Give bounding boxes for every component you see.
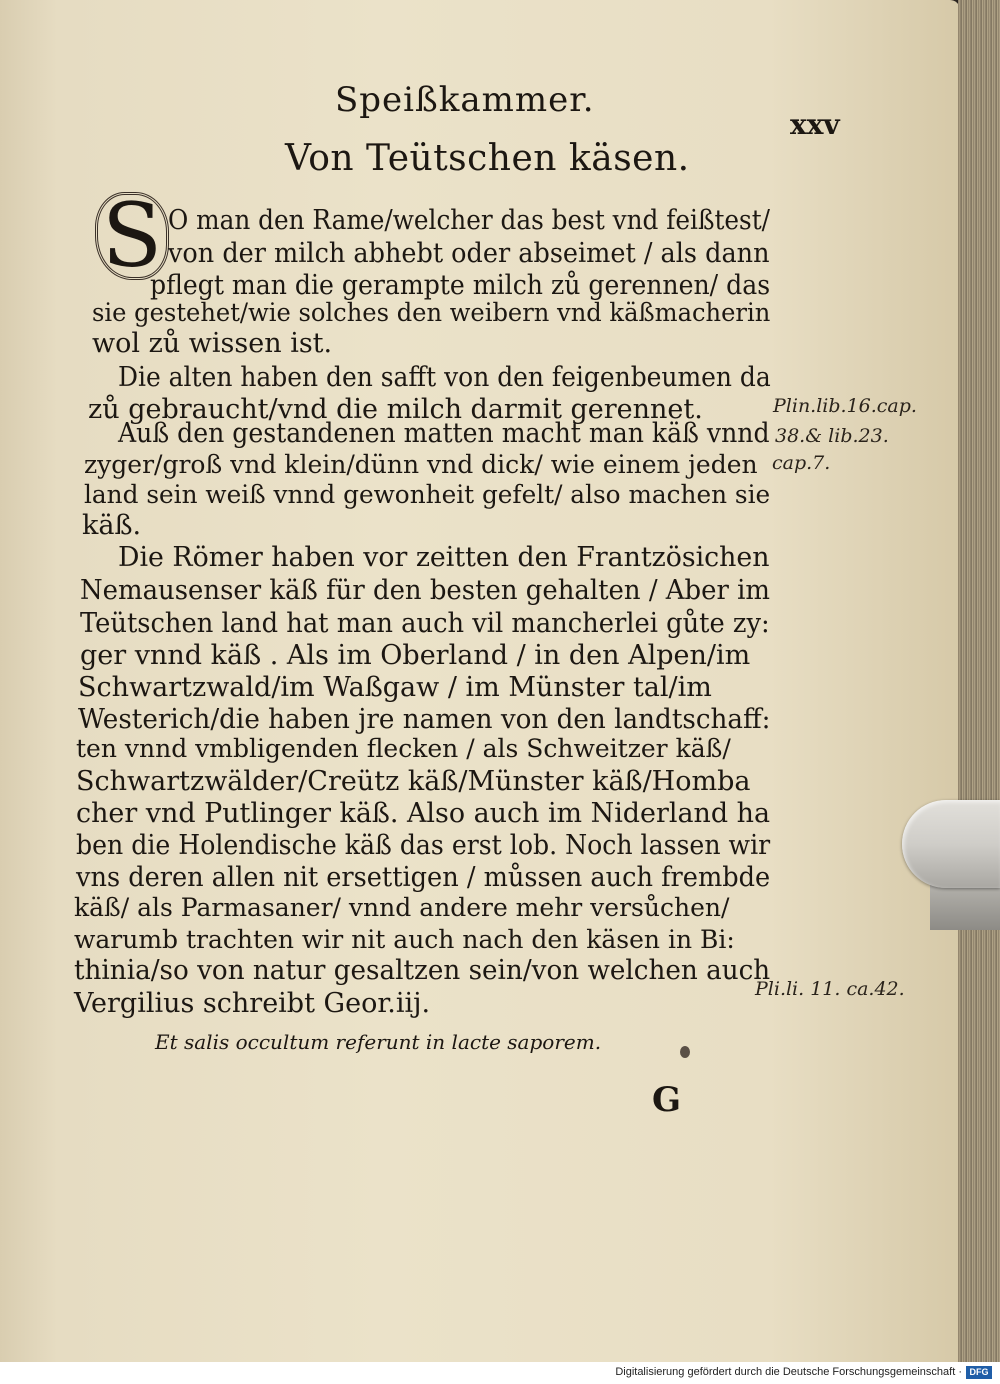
footer-bar [0,1362,1000,1384]
body-line: käß/ als Parmasaner/ vnnd andere mehr versůchen/ [74,893,730,922]
body-line: Vergilius schreibt Geor.iij. [74,988,431,1019]
body-line: cher vnd Putlinger käß. Also auch im Niderland ha [76,798,771,829]
page-edges [958,0,1000,1362]
signature-mark: G [652,1080,682,1120]
body-line: ten vnnd vmbligenden flecken / als Schweitzer käß/ [76,734,731,763]
margin-note: Pli.li. 11. ca.42. [755,978,905,1000]
chapter-title: Von Teütschen käsen. [285,138,690,179]
body-line: Auß den gestandenen matten macht man käß vnnd [118,418,770,449]
body-line: Westerich/die haben jre namen von den landtschaff: [78,704,771,735]
body-line: ben die Holendische käß das erst lob. Noch lassen wir [76,830,771,861]
body-line: zyger/groß vnd klein/dünn vnd dick/ wie einem jeden [84,450,758,479]
body-line: Die alten haben den safft von den feigenbeumen da [118,362,771,393]
body-line: zů gebraucht/vnd die milch darmit gerennet. [88,394,703,425]
body-line: käß. [82,510,142,541]
body-line: pflegt man die gerampte milch zů gerennen/ das [150,270,771,301]
margin-note: cap.7. [772,452,831,474]
body-line: Die Römer haben vor zeitten den Frantzösichen [118,542,770,573]
drop-cap: S [95,192,169,280]
body-line: sie gestehet/wie solches den weibern vnd käßmacherin [92,298,771,327]
latin-quote: Et salis occultum referunt in lacte saporem. [155,1030,602,1054]
body-line: warumb trachten wir nit auch nach den käsen in Bi: [74,925,735,954]
body-line: thinia/so von natur gesaltzen sein/von welchen auch [74,955,771,986]
margin-note: 38.& lib.23. [775,425,889,447]
margin-note: Plin.lib.16.cap. [773,395,917,417]
ink-spot [680,1046,690,1058]
body-line: O man den Rame/welcher das best vnd feißtest/ [168,205,770,236]
body-line: vns deren allen nit ersettigen / můssen auch frembde [76,862,771,893]
body-line: ger vnnd käß . Als im Oberland / in den Alpen/im [80,640,751,671]
body-line: Schwartzwälder/Creütz käß/Münster käß/Homba [76,766,751,797]
body-line: von der milch abhebt oder abseimet / als dann [168,238,770,269]
body-line: Teütschen land hat man auch vil mancherlei gůte zy: [80,608,770,639]
dfg-logo: DFG [966,1366,992,1379]
body-line: land sein weiß vnnd gewonheit gefelt/ also machen sie [84,480,771,509]
body-line: Schwartzwald/im Waßgaw / im Münster tal/im [78,672,712,703]
funding-credit: Digitalisierung gefördert durch die Deutsche Forschungsgemeinschaft · [615,1366,962,1378]
page-clip [902,800,1000,888]
running-head: Speißkammer. [335,80,595,120]
folio-number: xxv [790,108,840,141]
body-line: wol zů wissen ist. [92,328,333,359]
body-line: Nemausenser käß für den besten gehalten / Aber im [80,575,770,606]
